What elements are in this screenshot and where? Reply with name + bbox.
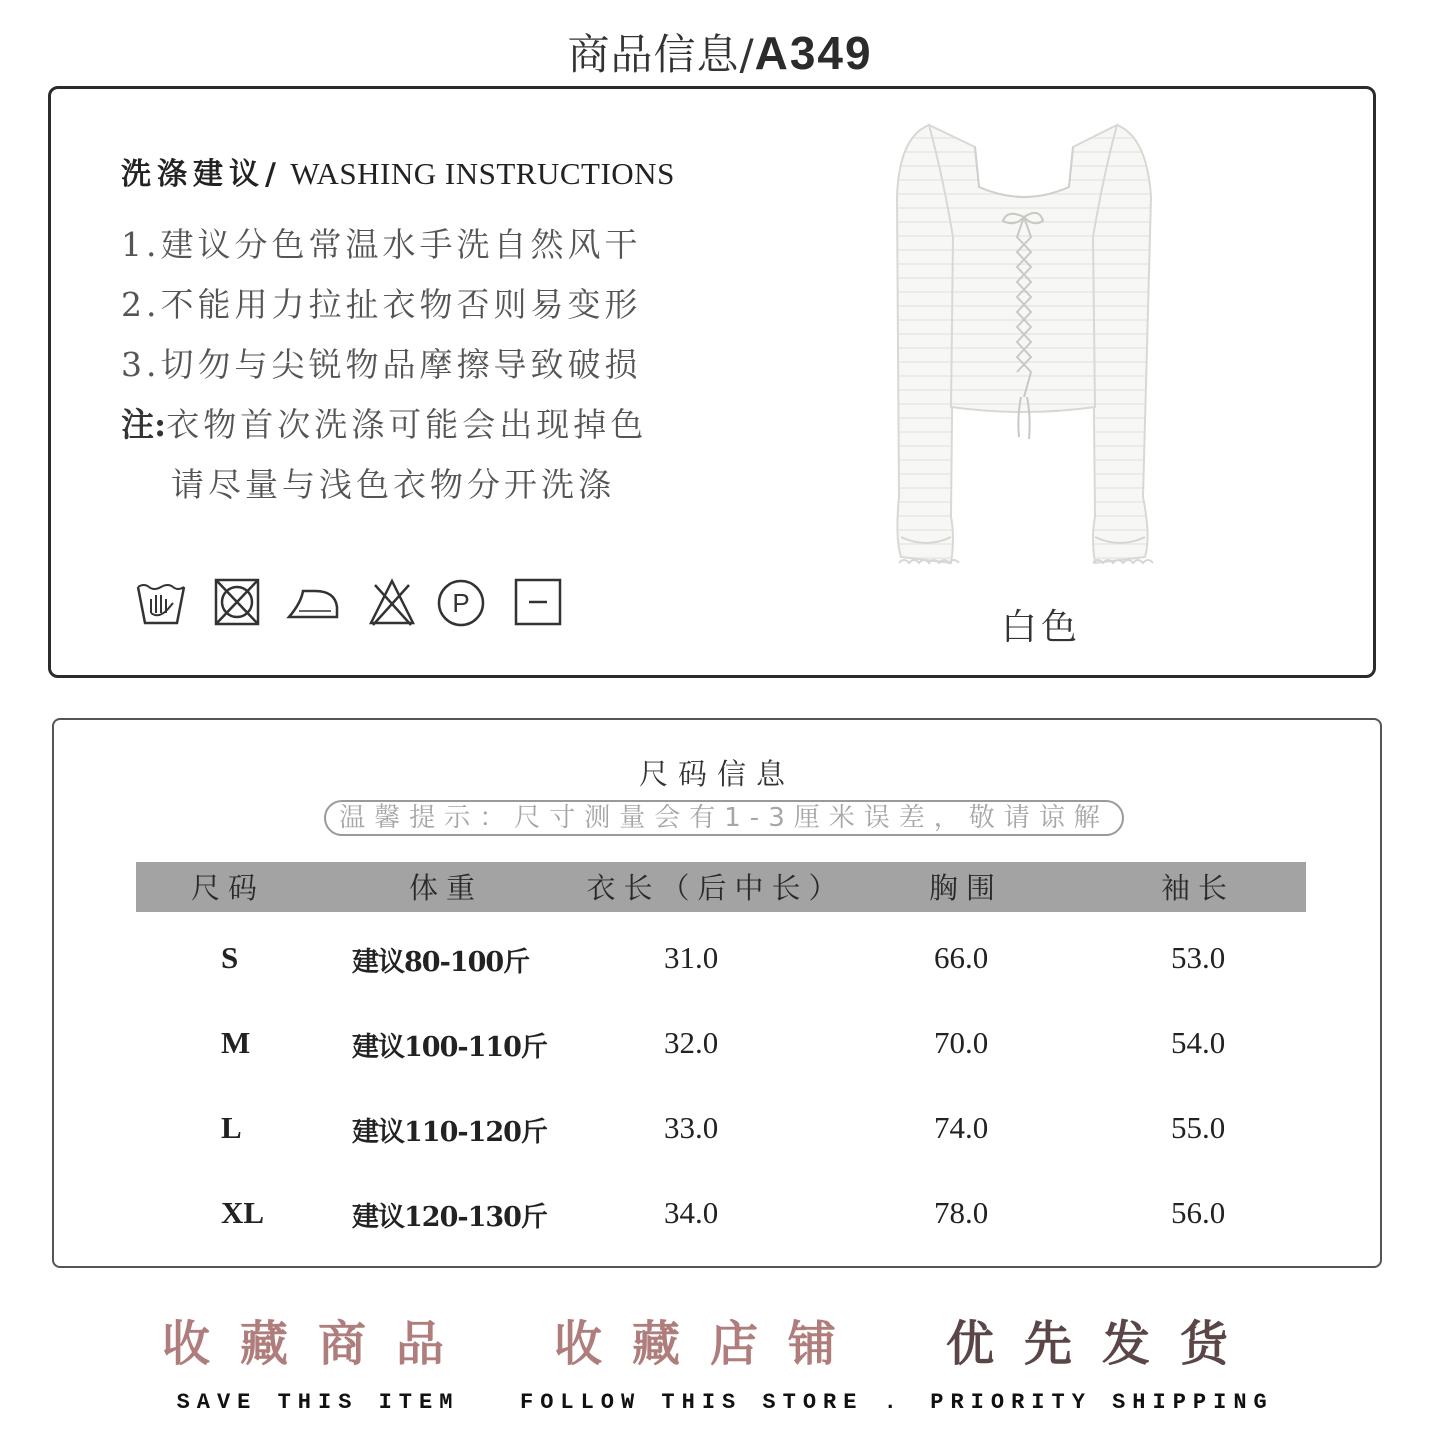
note-line-2: 请尽量与浅色衣物分开洗涤 xyxy=(171,465,615,504)
cell-size: S xyxy=(221,940,239,975)
cell-weight: 建议100-110斤 xyxy=(352,1032,547,1063)
do-not-bleach-icon xyxy=(367,577,417,627)
save-item-en: SAVE THIS ITEM xyxy=(176,1390,460,1415)
washing-heading-zh: 洗涤建议/ xyxy=(121,157,282,192)
cell-chest: 74.0 xyxy=(934,1110,989,1145)
washing-item: 1.建议分色常温水手洗自然风干 xyxy=(121,225,642,264)
cell-sleeve: 54.0 xyxy=(1171,1025,1226,1060)
cell-sleeve: 53.0 xyxy=(1171,940,1226,975)
table-row xyxy=(136,1167,1306,1252)
cell-length: 31.0 xyxy=(664,940,719,975)
size-title: 尺码信息 xyxy=(638,757,795,791)
priority-shipping-button[interactable] xyxy=(912,1305,1292,1415)
do-not-tumble-dry-icon xyxy=(213,577,261,627)
cell-weight: 建议80-100斤 xyxy=(352,947,530,978)
washing-panel xyxy=(48,86,1376,678)
size-panel xyxy=(52,718,1382,1268)
cell-sleeve: 55.0 xyxy=(1171,1110,1226,1145)
product-color-label: 白色 xyxy=(1000,607,1081,648)
follow-store-en: FOLLOW THIS STORE . xyxy=(520,1390,904,1415)
cell-weight: 建议110-120斤 xyxy=(352,1117,547,1148)
washing-note xyxy=(121,395,647,455)
size-table-header xyxy=(136,862,1306,912)
header-chest: 胸围 xyxy=(928,871,1004,905)
hand-wash-icon xyxy=(135,577,187,629)
header-size: 尺码 xyxy=(190,871,266,905)
cell-chest: 66.0 xyxy=(934,940,989,975)
header-weight: 体重 xyxy=(408,871,484,905)
cell-chest: 70.0 xyxy=(934,1025,989,1060)
table-row xyxy=(136,997,1306,1082)
cell-length: 32.0 xyxy=(664,1025,719,1060)
follow-store-button[interactable] xyxy=(520,1305,904,1415)
washing-item: 2.不能用力拉扯衣物否则易变形 xyxy=(121,285,642,324)
cell-sleeve: 56.0 xyxy=(1171,1195,1226,1230)
washing-heading-en: WASHING INSTRUCTIONS xyxy=(281,156,675,191)
save-item-button[interactable] xyxy=(128,1305,508,1415)
note-label: 注: xyxy=(121,405,167,444)
low-iron-icon xyxy=(285,577,341,627)
note-line-1: 衣物首次洗涤可能会出现掉色 xyxy=(166,405,648,444)
svg-text:P: P xyxy=(452,588,470,618)
priority-shipping-en: PRIORITY SHIPPING xyxy=(930,1390,1274,1415)
follow-store-zh: 收藏店铺 xyxy=(553,1316,866,1372)
page-title-text: 商品信息/ xyxy=(567,30,755,79)
table-row xyxy=(136,1082,1306,1167)
product-code: A349 xyxy=(754,27,873,79)
cell-size: XL xyxy=(221,1195,265,1230)
header-sleeve: 袖长 xyxy=(1160,871,1236,905)
washing-list xyxy=(121,215,647,515)
size-tip: 温馨提示：尺寸测量会有1-3厘米误差，敬请谅解 xyxy=(324,800,1124,836)
cell-size: M xyxy=(221,1025,251,1060)
washing-heading xyxy=(121,149,675,193)
cell-length: 34.0 xyxy=(664,1195,719,1230)
dry-clean-p-icon xyxy=(435,577,487,629)
priority-shipping-zh: 优先发货 xyxy=(945,1316,1258,1372)
dry-flat-icon xyxy=(513,577,563,627)
save-item-zh: 收藏商品 xyxy=(161,1316,474,1372)
size-table xyxy=(136,862,1306,1252)
cell-chest: 78.0 xyxy=(934,1195,989,1230)
product-image xyxy=(889,117,1159,579)
cell-weight: 建议120-130斤 xyxy=(352,1202,547,1233)
header-length: 衣长（后中长） xyxy=(586,871,846,905)
washing-item: 3.切勿与尖锐物品摩擦导致破损 xyxy=(121,345,642,384)
page-title xyxy=(0,22,1440,82)
cell-size: L xyxy=(221,1110,242,1145)
cell-length: 33.0 xyxy=(664,1110,719,1145)
table-row xyxy=(136,912,1306,997)
